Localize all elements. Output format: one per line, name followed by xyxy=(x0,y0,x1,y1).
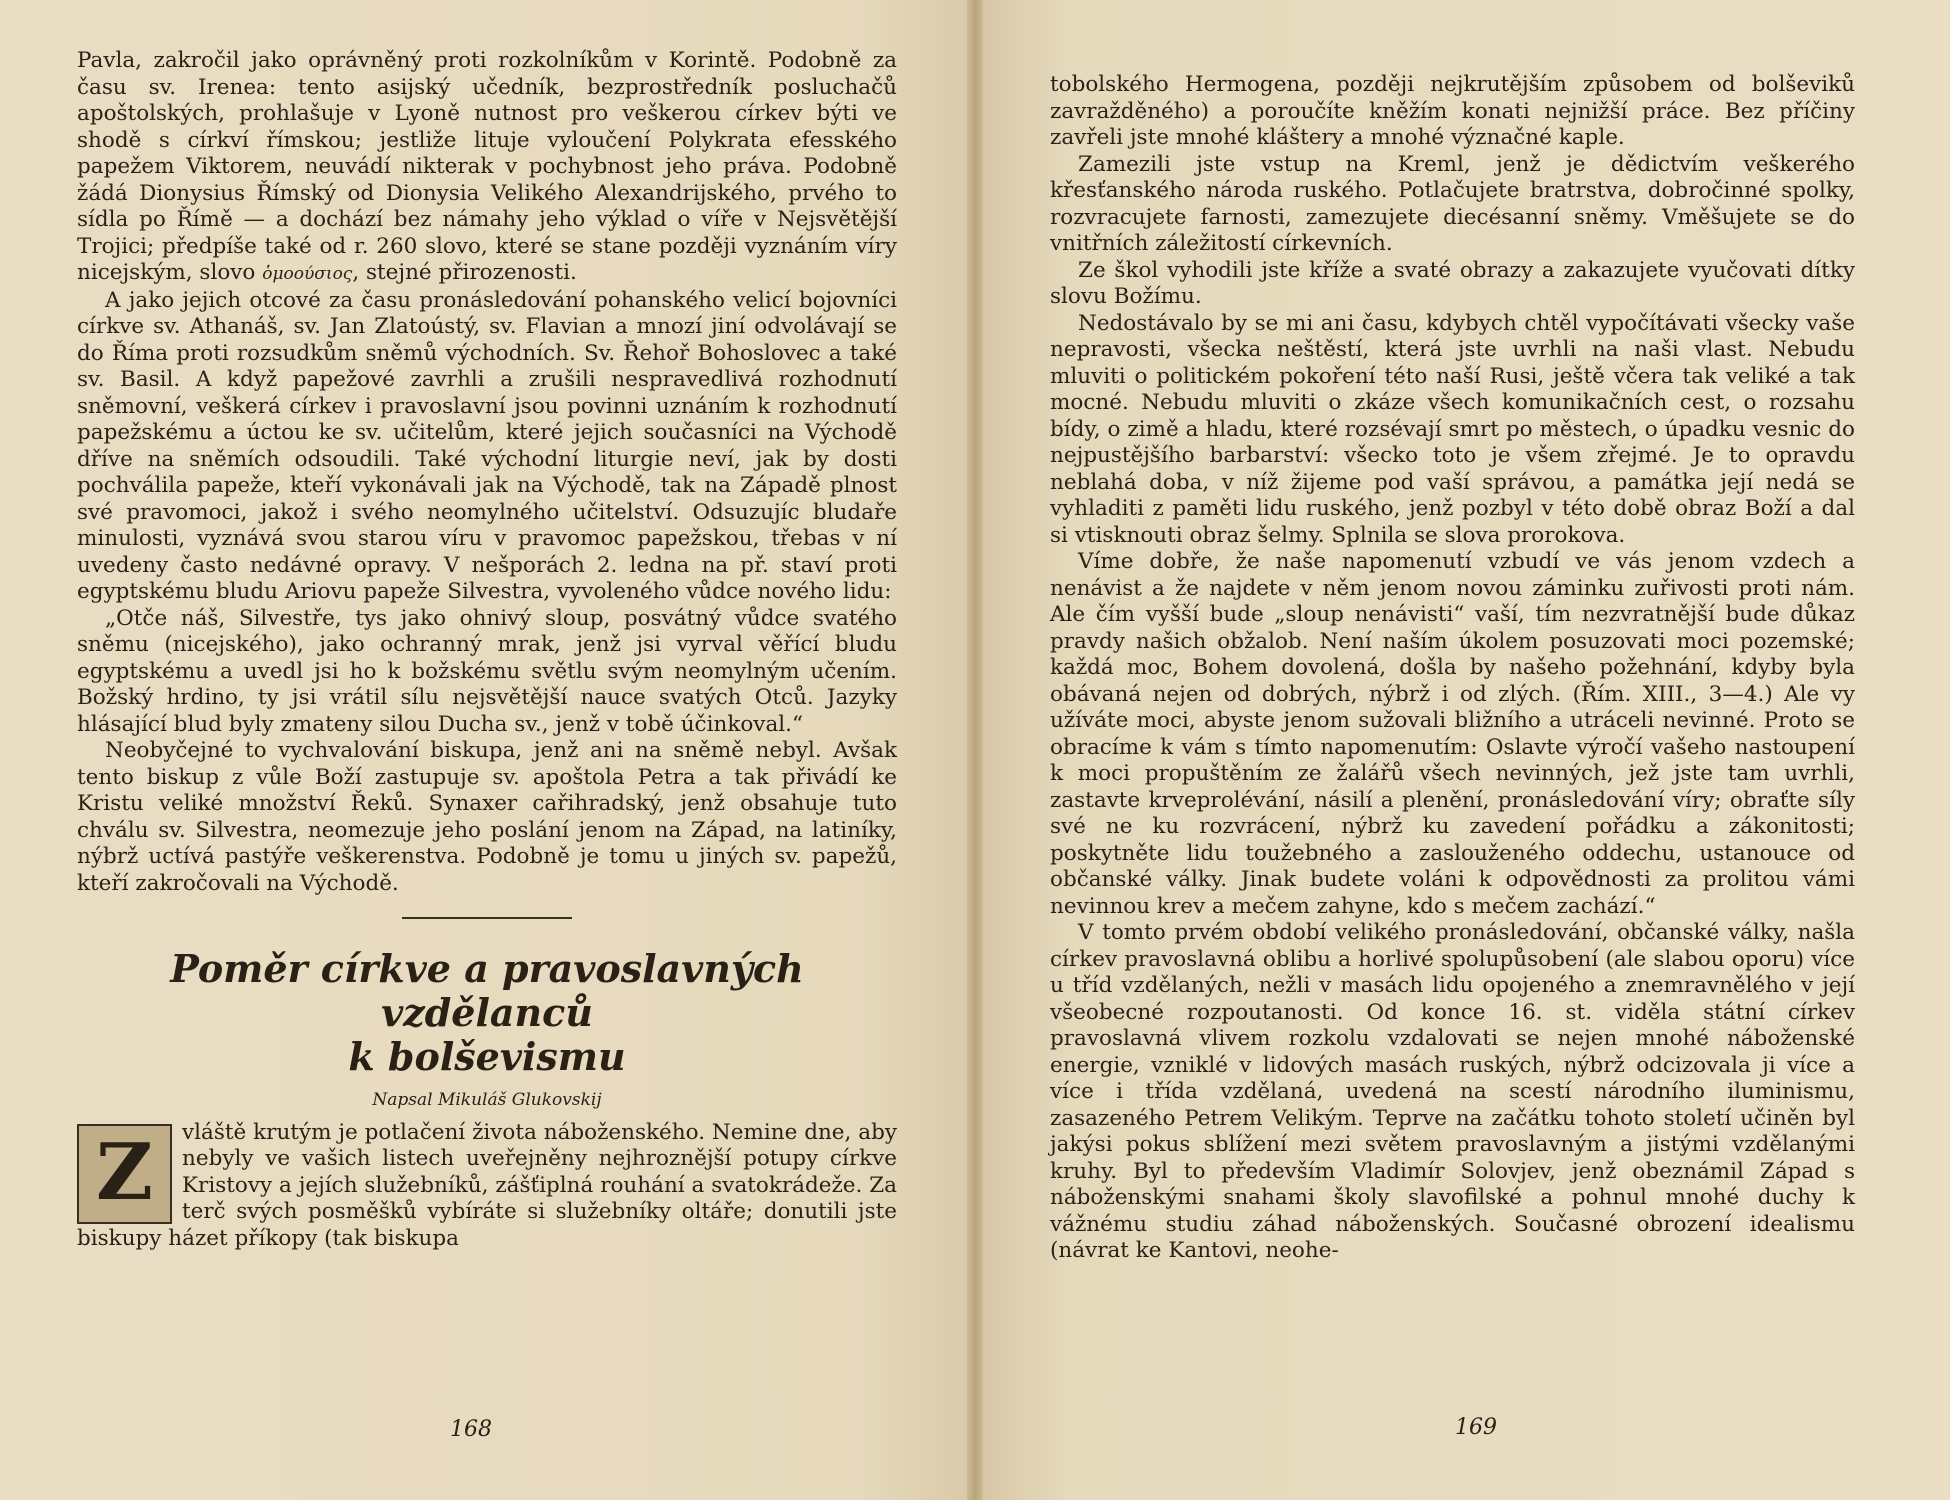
quote-paragraph: „Otče náš, Silvestře, tys jako ohnivý sloup, posvátný vůdce svatého sněmu (nicejského), jako ochranný mrak, jenž jsi vyrval věřící bludu egyptskému a uvedl jsi ho k božskému světlu svým neomylným učením. Božský hrdino, ty jsi vrátil sílu nejsvětější nauce svatých Otců. Jazyky hlásající blud byly zmateny silou Ducha sv., jenž v tobě účinkoval.“ xyxy=(77,605,897,737)
page-number-right: 169 xyxy=(1455,1415,1497,1440)
paragraph: Neobyčejné to vychvalování biskupa, jenž ani na sněmě nebyl. Avšak tento biskup z vůle Boží zastupuje sv. apoštola Petra a tak přivádí ke Kristu veliké množství Řeků. Synaxer cařihradský, jenž obsahuje tuto chválu sv. Silvestra, neomezuje jeho poslání jenom na Západ, na latiníky, nýbrž uctívá pastýře veškerenstva. Podobně je tomu u jiných sv. papežů, kteří zakročovali na Východě. xyxy=(77,738,897,896)
paragraph-text: Pavla, zakročil jako oprávněný proti rozkolníkům v Korintě. Podobně za času sv. Irenea: tento asijský učedník, bezprostředník posluchačů apoštolských, prohlašuje v Lyoně nutnost pro veškerou církev býti ve shodě s církví římskou; jestliže lituje vyloučení Polykrata efesského papežem Viktorem, neuvádí nikterak v pochybnost jeho práva. Podobně žádá Dionysius Římský od Dionysia Velikého Alexandrijského, prvého to sídla po Římě — a dochází bez námahy jeho výklad o víře v Nejsvětější Trojici; předpíše také od r. 260 slovo, které se stane později vyznáním víry nicejským, slovo xyxy=(77,48,897,285)
paragraph: Víme dobře, že naše napomenutí vzbudí ve vás jenom vzdech a nenávist a že najdete v něm jenom novou záminku zuřivosti proti nám. Ale čím vyšší bude „sloup nenávisti“ vaší, tím nezvratnější bude důkaz pravdy našich obžalob. Není naším úkolem posuzovati moci pozemské; každá moc, Bohem dovolená, došla by našeho požehnání, kdyby byla obávaná nejen od dobrých, nýbrž i od zlých. (Řím. XIII., 3—4.) Ale vy užíváte moci, abyste jenom sužovali bližního a utráceli nevinné. Proto se obracíme k vám s tímto napomenutím: Oslavte výročí vašeho nastoupení k moci propuštěním ze žalářů všech nevinných, jež jste tam uvrhli, zastavte krveprolévání, násilí a plenění, pronásledování víry; obraťte síly své ne ku rozvrácení, nýbrž ku zavedení pořádku a zákonitosti; poskytněte lidu toužebného a zaslouženého oddechu, ustanouce od občanské války. Jinak budete voláni k odpovědnosti za prolitou vámi nevinnou krev a mečem zahyne, kdo s mečem zachází.“ xyxy=(1050,549,1855,919)
greek-word: ὁμοούσιος xyxy=(262,264,353,284)
article-title-line2: k bolševismu xyxy=(348,1034,626,1079)
paragraph xyxy=(77,48,897,288)
paragraph: Nedostávalo by se mi ani času, kdybych chtěl vypočítávati všecky vaše nepravosti, všecka neštěstí, která jste uvrhli na naši vlast. Nebudu mluviti o politickém pokoření této naší Rusi, ještě včera tak veliké a tak mocné. Nebudu mluviti o zkáze všech komunikačních cest, o rozsahu bídy, o zimě a hladu, které rozsévají smrt po městech, o úpadku vesnic do nejpustějšího barbarství: všecko toto je všem zřejmé. Je to opravdu neblahá doba, v níž žijeme pod vaší správou, a památka její nedá se vyhladiti z paměti lidu ruského, jenž pozbyl v této době obraz Boží a dal si vtisknouti obraz šelmy. Splnila se slova prorokova. xyxy=(1050,310,1855,548)
paragraph: tobolského Hermogena, později nejkrutějším způsobem od bolševiků zavražděného) a poroučíte kněžím konati nejnižší práce. Bez příčiny zavřeli jste mnohé kláštery a mnohé význačné kaple. xyxy=(1050,72,1855,150)
section-divider xyxy=(402,917,572,919)
article-author: Napsal Mikuláš Glukovskij xyxy=(372,1090,602,1110)
paragraph: Zamezili jste vstup na Kreml, jenž je dědictvím veškerého křesťanského národa ruského. Potlačujete bratrstva, dobročinné spolky, rozvracujete farnosti, zamezujete diecésanní sněmy. Vměšujete se do vnitřních záležitostí církevních. xyxy=(1050,151,1855,256)
article-title-line1: Poměr církve a pravoslavných vzdělanců xyxy=(170,946,804,1035)
book-gutter xyxy=(967,0,983,1500)
right-text-column xyxy=(1050,72,1855,1265)
left-text-column xyxy=(77,48,897,1252)
article-opening-text: vláště krutým je potlačení života náboženského. Nemine dne, aby nebyly ve vašich listech uveřejněny nejhroznější potupy církve Kristovy a jejích služebníků, zášťiplná rouhání a svatokrádeže. Za terč svých posměšků vybíráte si služebníky oltáře; donutili jste biskupy házet příkopy (tak biskupa xyxy=(77,1119,897,1251)
article-opening xyxy=(77,1120,897,1253)
paragraph: V tomto prvém období velikého pronásledování, občanské války, našla církev pravoslavná oblibu a horlivé spolupůsobení (ale slabou oporu) více u tříd vzdělaných, nežli v masách lidu opojeného a znemravnělého v její všeobecné rozpoutanosti. Od konce 16. st. viděla státní církev pravoslavná vlivem rozkolu vzdalovati se nejen mnohé náboženské energie, vzniklé v lidových masách ruských, nýbrž odcizovala ji více a více i třída vzdělaná, uvedená na scestí národního iluminismu, zasazeného Petrem Velikým. Teprve na začátku tohoto století učiněn byl jakýsi pokus sblížení mezi světem pravoslavným a jistými vzdělanými kruhy. Byl to především Vladimír Solovjev, jenž obeznámil Západ s náboženskými snahami školy slavofilské a pohnul mnohé duchy k vážnému studiu záhad náboženských. Současné obrození idealismu (návrat ke Kantovi, neohe- xyxy=(1050,920,1855,1263)
right-page xyxy=(975,0,1950,1500)
greek-tail: , stejné přirozenosti. xyxy=(352,260,577,285)
dropcap-letter: Z xyxy=(77,1124,172,1224)
paragraph: A jako jejich otcové za času pronásledování pohanského velicí bojovníci církve sv. Athanáš, sv. Jan Zlatoústý, sv. Flavian a mnozí jiní odvolávají se do Říma proti rozsudkům sněmů východních. Sv. Řehoř Bohoslovec a také sv. Basil. A když papežové zavrhli a zrušili nespravedlivá rozhodnutí sněmovní, veškerá církev i pravoslavní jsou povinni uznáním k rozhodnutí papežskému a úctou ke sv. učitelům, které jejich současníci na Východě dříve na sněmích odsoudili. Také východní liturgie neví, jak by dosti pochválila papeže, kteří vykonávali jak na Východě, tak na Západě plnost své pravomoci, jakož i svého neomylného učitelství. Odsuzujíc bludaře minulosti, vyznává svou starou víru v pravomoc papežskou, třebas v ní uvedeny často nedávné opravy. V nešporách 2. ledna na př. staví proti egyptskému bludu Ariovu papeže Silvestra, vyvoleného vůdce nového lidu: xyxy=(77,287,897,604)
paragraph: Ze škol vyhodili jste kříže a svaté obrazy a zakazujete vyučovati dítky slovu Božímu. xyxy=(1050,257,1855,309)
page-number-left: 168 xyxy=(450,1417,492,1442)
